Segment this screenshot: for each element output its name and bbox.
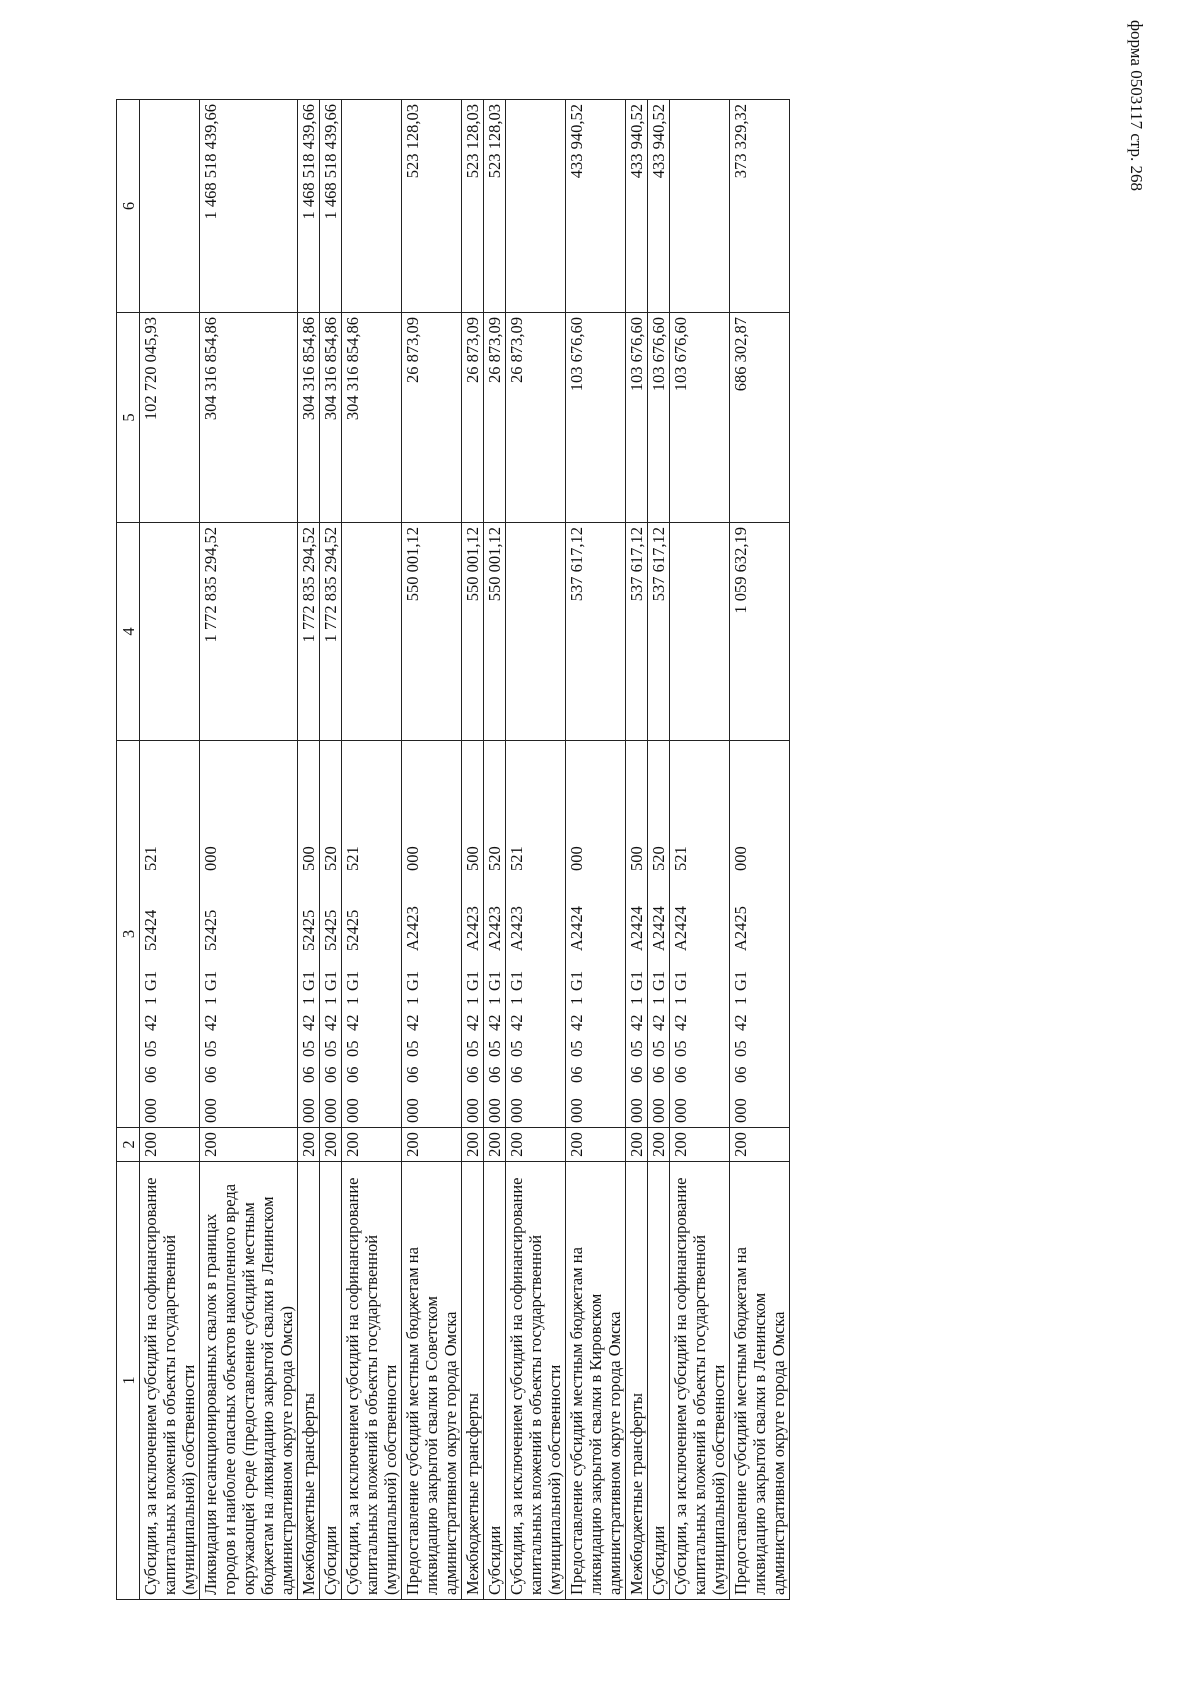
row-budget-classification-code: [730, 741, 790, 1128]
row-line-code: 200: [140, 1128, 200, 1162]
row-executed-amount: 102 720 045,93: [140, 313, 200, 523]
kbk-segment: 1: [567, 996, 586, 1005]
table-row: [200, 100, 298, 1600]
row-unexecuted-amount: 1 468 518 439,66: [298, 100, 320, 313]
kbk-segment: 05: [567, 1040, 586, 1057]
column-number-6: 6: [117, 100, 140, 313]
row-indicator-name: Межбюджетные трансферты: [298, 1162, 320, 1600]
row-indicator-name: Предоставление субсидий местным бюджетам на ликвидацию закрытой свалки в Ленинском административном округе города Омска: [730, 1162, 790, 1600]
kbk-segment: 42: [201, 1014, 220, 1031]
row-executed-amount: 103 676,60: [626, 313, 648, 523]
row-executed-amount: 26 873,09: [462, 313, 484, 523]
kbk-segment: 000: [299, 1098, 318, 1123]
row-approved-amount: 550 001,12: [462, 523, 484, 741]
row-budget-classification-code: [140, 741, 200, 1128]
row-line-code: 200: [320, 1128, 342, 1162]
row-indicator-name: Ликвидация несанкционированных свалок в границах городов и наиболее опасных объектов накопленного вреда окружающей среде (предоставление субсидий местным бюджетам на ликвидацию закрытой свалки в Ленинском административном округе города Омска): [200, 1162, 298, 1600]
row-budget-classification-code: [462, 741, 484, 1128]
row-unexecuted-amount: 433 940,52: [566, 100, 626, 313]
kbk-segment: 05: [321, 1040, 340, 1057]
row-indicator-name: Межбюджетные трансферты: [626, 1162, 648, 1600]
kbk-segment: 000: [403, 846, 422, 871]
kbk-segment: 000: [463, 1098, 482, 1123]
kbk-segment: 000: [321, 1098, 340, 1123]
row-indicator-name: Предоставление субсидий местным бюджетам на ликвидацию закрытой свалки в Кировском административном округе города Омска: [566, 1162, 626, 1600]
kbk-segment: 1: [627, 996, 646, 1005]
kbk-segment: G1: [627, 970, 646, 991]
row-unexecuted-amount: 523 128,03: [484, 100, 506, 313]
kbk-segment: A2424: [567, 906, 586, 951]
column-number-3: 3: [117, 741, 140, 1128]
kbk-segment: 000: [201, 1098, 220, 1123]
row-executed-amount: 26 873,09: [484, 313, 506, 523]
row-approved-amount: 1 772 835 294,52: [320, 523, 342, 741]
kbk-segment: G1: [403, 970, 422, 991]
kbk-segment: G1: [321, 970, 340, 991]
kbk-segment: 06: [343, 1066, 362, 1083]
kbk-segment: 1: [321, 996, 340, 1005]
kbk-segment: 05: [731, 1040, 750, 1057]
row-line-code: 200: [462, 1128, 484, 1162]
row-budget-classification-code: [342, 741, 402, 1128]
row-indicator-name: Субсидии, за исключением субсидий на софинансирование капитальных вложений в объекты государственной (муниципальной) собственности: [140, 1162, 200, 1600]
row-budget-classification-code: [648, 741, 670, 1128]
kbk-segment: 500: [299, 846, 318, 871]
kbk-segment: 000: [731, 1098, 750, 1123]
column-number-4: 4: [117, 523, 140, 741]
row-line-code: 200: [298, 1128, 320, 1162]
kbk-segment: 05: [403, 1040, 422, 1057]
row-unexecuted-amount: 433 940,52: [648, 100, 670, 313]
kbk-segment: 06: [671, 1066, 690, 1083]
kbk-segment: 1: [731, 996, 750, 1005]
kbk-segment: 05: [507, 1040, 526, 1057]
row-line-code: 200: [342, 1128, 402, 1162]
row-executed-amount: 103 676,60: [566, 313, 626, 523]
kbk-segment: 42: [463, 1014, 482, 1031]
row-unexecuted-amount: [670, 100, 730, 313]
column-number-1: 1: [117, 1162, 140, 1600]
row-line-code: 200: [670, 1128, 730, 1162]
row-unexecuted-amount: 523 128,03: [462, 100, 484, 313]
row-budget-classification-code: [484, 741, 506, 1128]
row-line-code: 200: [506, 1128, 566, 1162]
kbk-segment: G1: [671, 970, 690, 991]
kbk-segment: 1: [403, 996, 422, 1005]
budget-execution-table: [116, 99, 790, 1600]
row-budget-classification-code: [402, 741, 462, 1128]
kbk-segment: 06: [731, 1066, 750, 1083]
kbk-segment: 52425: [343, 909, 362, 951]
kbk-segment: A2423: [507, 906, 526, 951]
kbk-segment: 1: [201, 996, 220, 1005]
row-line-code: 200: [402, 1128, 462, 1162]
kbk-segment: A2423: [403, 906, 422, 951]
kbk-segment: 06: [141, 1066, 160, 1083]
row-indicator-name: Субсидии, за исключением субсидий на софинансирование капитальных вложений в объекты государственной (муниципальной) собственности: [506, 1162, 566, 1600]
row-unexecuted-amount: [342, 100, 402, 313]
row-approved-amount: [506, 523, 566, 741]
kbk-segment: A2423: [485, 906, 504, 951]
row-approved-amount: [670, 523, 730, 741]
kbk-segment: 42: [507, 1014, 526, 1031]
row-indicator-name: Субсидии: [320, 1162, 342, 1600]
table-row: [140, 100, 200, 1600]
table-row: [402, 100, 462, 1600]
kbk-segment: A2424: [627, 906, 646, 951]
row-approved-amount: [140, 523, 200, 741]
row-line-code: 200: [200, 1128, 298, 1162]
row-indicator-name: Предоставление субсидий местным бюджетам на ликвидацию закрытой свалки в Советском административном округе города Омска: [402, 1162, 462, 1600]
row-indicator-name: Межбюджетные трансферты: [462, 1162, 484, 1600]
kbk-segment: 05: [485, 1040, 504, 1057]
kbk-segment: 05: [299, 1040, 318, 1057]
kbk-segment: 06: [567, 1066, 586, 1083]
table-row: [342, 100, 402, 1600]
kbk-segment: 1: [463, 996, 482, 1005]
kbk-segment: 000: [201, 846, 220, 871]
column-number-5: 5: [117, 313, 140, 523]
kbk-segment: G1: [201, 970, 220, 991]
kbk-segment: G1: [343, 970, 362, 991]
kbk-segment: 521: [507, 846, 526, 871]
kbk-segment: 1: [507, 996, 526, 1005]
row-executed-amount: 304 316 854,86: [342, 313, 402, 523]
row-line-code: 200: [626, 1128, 648, 1162]
kbk-segment: G1: [485, 970, 504, 991]
table-body: [117, 100, 790, 1600]
kbk-segment: 1: [485, 996, 504, 1005]
kbk-segment: A2424: [671, 906, 690, 951]
kbk-segment: 05: [671, 1040, 690, 1057]
row-unexecuted-amount: [506, 100, 566, 313]
row-budget-classification-code: [298, 741, 320, 1128]
kbk-segment: 06: [299, 1066, 318, 1083]
row-line-code: 200: [566, 1128, 626, 1162]
kbk-segment: 520: [485, 846, 504, 871]
form-page-label: форма 0503117 стр. 268: [1127, 20, 1146, 191]
row-indicator-name: Субсидии: [648, 1162, 670, 1600]
kbk-segment: 06: [403, 1066, 422, 1083]
table-row: [626, 100, 648, 1600]
row-approved-amount: 1 772 835 294,52: [200, 523, 298, 741]
kbk-segment: 42: [567, 1014, 586, 1031]
table-row: [730, 100, 790, 1600]
table-row: [648, 100, 670, 1600]
kbk-segment: G1: [649, 970, 668, 991]
kbk-segment: 05: [463, 1040, 482, 1057]
kbk-segment: G1: [463, 970, 482, 991]
kbk-segment: 06: [463, 1066, 482, 1083]
kbk-segment: 05: [141, 1040, 160, 1057]
kbk-segment: 000: [731, 846, 750, 871]
row-executed-amount: 103 676,60: [648, 313, 670, 523]
kbk-segment: 1: [141, 996, 160, 1005]
row-approved-amount: 537 617,12: [566, 523, 626, 741]
kbk-segment: 42: [321, 1014, 340, 1031]
row-line-code: 200: [648, 1128, 670, 1162]
row-unexecuted-amount: 433 940,52: [626, 100, 648, 313]
kbk-segment: 42: [343, 1014, 362, 1031]
kbk-segment: 52424: [141, 909, 160, 951]
table-row: [506, 100, 566, 1600]
row-unexecuted-amount: 1 468 518 439,66: [200, 100, 298, 313]
row-executed-amount: 304 316 854,86: [200, 313, 298, 523]
kbk-segment: 06: [627, 1066, 646, 1083]
kbk-segment: 521: [141, 846, 160, 871]
kbk-segment: G1: [141, 970, 160, 991]
row-approved-amount: 1 059 632,19: [730, 523, 790, 741]
row-budget-classification-code: [626, 741, 648, 1128]
kbk-segment: 000: [567, 1098, 586, 1123]
kbk-segment: A2423: [463, 906, 482, 951]
kbk-segment: 52425: [201, 909, 220, 951]
kbk-segment: 520: [649, 846, 668, 871]
row-line-code: 200: [730, 1128, 790, 1162]
kbk-segment: 06: [507, 1066, 526, 1083]
kbk-segment: 06: [201, 1066, 220, 1083]
kbk-segment: A2425: [731, 906, 750, 951]
kbk-segment: 000: [507, 1098, 526, 1123]
kbk-segment: 42: [299, 1014, 318, 1031]
kbk-segment: A2424: [649, 906, 668, 951]
kbk-segment: 1: [649, 996, 668, 1005]
kbk-segment: 000: [671, 1098, 690, 1123]
row-approved-amount: [342, 523, 402, 741]
row-executed-amount: 103 676,60: [670, 313, 730, 523]
column-number-row: [117, 100, 140, 1600]
kbk-segment: 42: [627, 1014, 646, 1031]
row-indicator-name: Субсидии, за исключением субсидий на софинансирование капитальных вложений в объекты государственной (муниципальной) собственности: [342, 1162, 402, 1600]
row-executed-amount: 26 873,09: [402, 313, 462, 523]
kbk-segment: 06: [485, 1066, 504, 1083]
kbk-segment: G1: [507, 970, 526, 991]
row-approved-amount: 1 772 835 294,52: [298, 523, 320, 741]
kbk-segment: G1: [731, 970, 750, 991]
row-approved-amount: 550 001,12: [402, 523, 462, 741]
kbk-segment: 500: [627, 846, 646, 871]
row-budget-classification-code: [566, 741, 626, 1128]
row-indicator-name: Субсидии, за исключением субсидий на софинансирование капитальных вложений в объекты государственной (муниципальной) собственности: [670, 1162, 730, 1600]
kbk-segment: 000: [649, 1098, 668, 1123]
kbk-segment: 52425: [321, 909, 340, 951]
kbk-segment: 05: [627, 1040, 646, 1057]
kbk-segment: 42: [649, 1014, 668, 1031]
kbk-segment: 42: [731, 1014, 750, 1031]
table-row: [484, 100, 506, 1600]
kbk-segment: 000: [567, 846, 586, 871]
kbk-segment: 05: [649, 1040, 668, 1057]
row-budget-classification-code: [320, 741, 342, 1128]
row-line-code: 200: [484, 1128, 506, 1162]
kbk-segment: 000: [343, 1098, 362, 1123]
column-number-2: 2: [117, 1128, 140, 1162]
kbk-segment: 05: [201, 1040, 220, 1057]
row-indicator-name: Субсидии: [484, 1162, 506, 1600]
kbk-segment: 42: [671, 1014, 690, 1031]
kbk-segment: 521: [671, 846, 690, 871]
kbk-segment: 000: [485, 1098, 504, 1123]
row-approved-amount: 550 001,12: [484, 523, 506, 741]
kbk-segment: 500: [463, 846, 482, 871]
kbk-segment: 1: [299, 996, 318, 1005]
row-executed-amount: 26 873,09: [506, 313, 566, 523]
row-executed-amount: 304 316 854,86: [320, 313, 342, 523]
table-row: [670, 100, 730, 1600]
kbk-segment: 000: [141, 1098, 160, 1123]
kbk-segment: 06: [649, 1066, 668, 1083]
table-row: [320, 100, 342, 1600]
kbk-segment: 05: [343, 1040, 362, 1057]
row-budget-classification-code: [670, 741, 730, 1128]
kbk-segment: 52425: [299, 909, 318, 951]
kbk-segment: G1: [567, 970, 586, 991]
row-unexecuted-amount: 373 329,32: [730, 100, 790, 313]
kbk-segment: 42: [403, 1014, 422, 1031]
row-unexecuted-amount: 523 128,03: [402, 100, 462, 313]
kbk-segment: 000: [403, 1098, 422, 1123]
row-budget-classification-code: [506, 741, 566, 1128]
rotated-page-content: [116, 100, 790, 1600]
kbk-segment: 520: [321, 846, 340, 871]
table-row: [298, 100, 320, 1600]
kbk-segment: 42: [485, 1014, 504, 1031]
row-budget-classification-code: [200, 741, 298, 1128]
kbk-segment: 06: [321, 1066, 340, 1083]
row-executed-amount: 686 302,87: [730, 313, 790, 523]
row-approved-amount: 537 617,12: [648, 523, 670, 741]
kbk-segment: G1: [299, 970, 318, 991]
kbk-segment: 521: [343, 846, 362, 871]
table-row: [462, 100, 484, 1600]
row-unexecuted-amount: [140, 100, 200, 313]
row-approved-amount: 537 617,12: [626, 523, 648, 741]
row-unexecuted-amount: 1 468 518 439,66: [320, 100, 342, 313]
table-row: [566, 100, 626, 1600]
kbk-segment: 1: [343, 996, 362, 1005]
row-executed-amount: 304 316 854,86: [298, 313, 320, 523]
kbk-segment: 1: [671, 996, 690, 1005]
kbk-segment: 42: [141, 1014, 160, 1031]
kbk-segment: 000: [627, 1098, 646, 1123]
